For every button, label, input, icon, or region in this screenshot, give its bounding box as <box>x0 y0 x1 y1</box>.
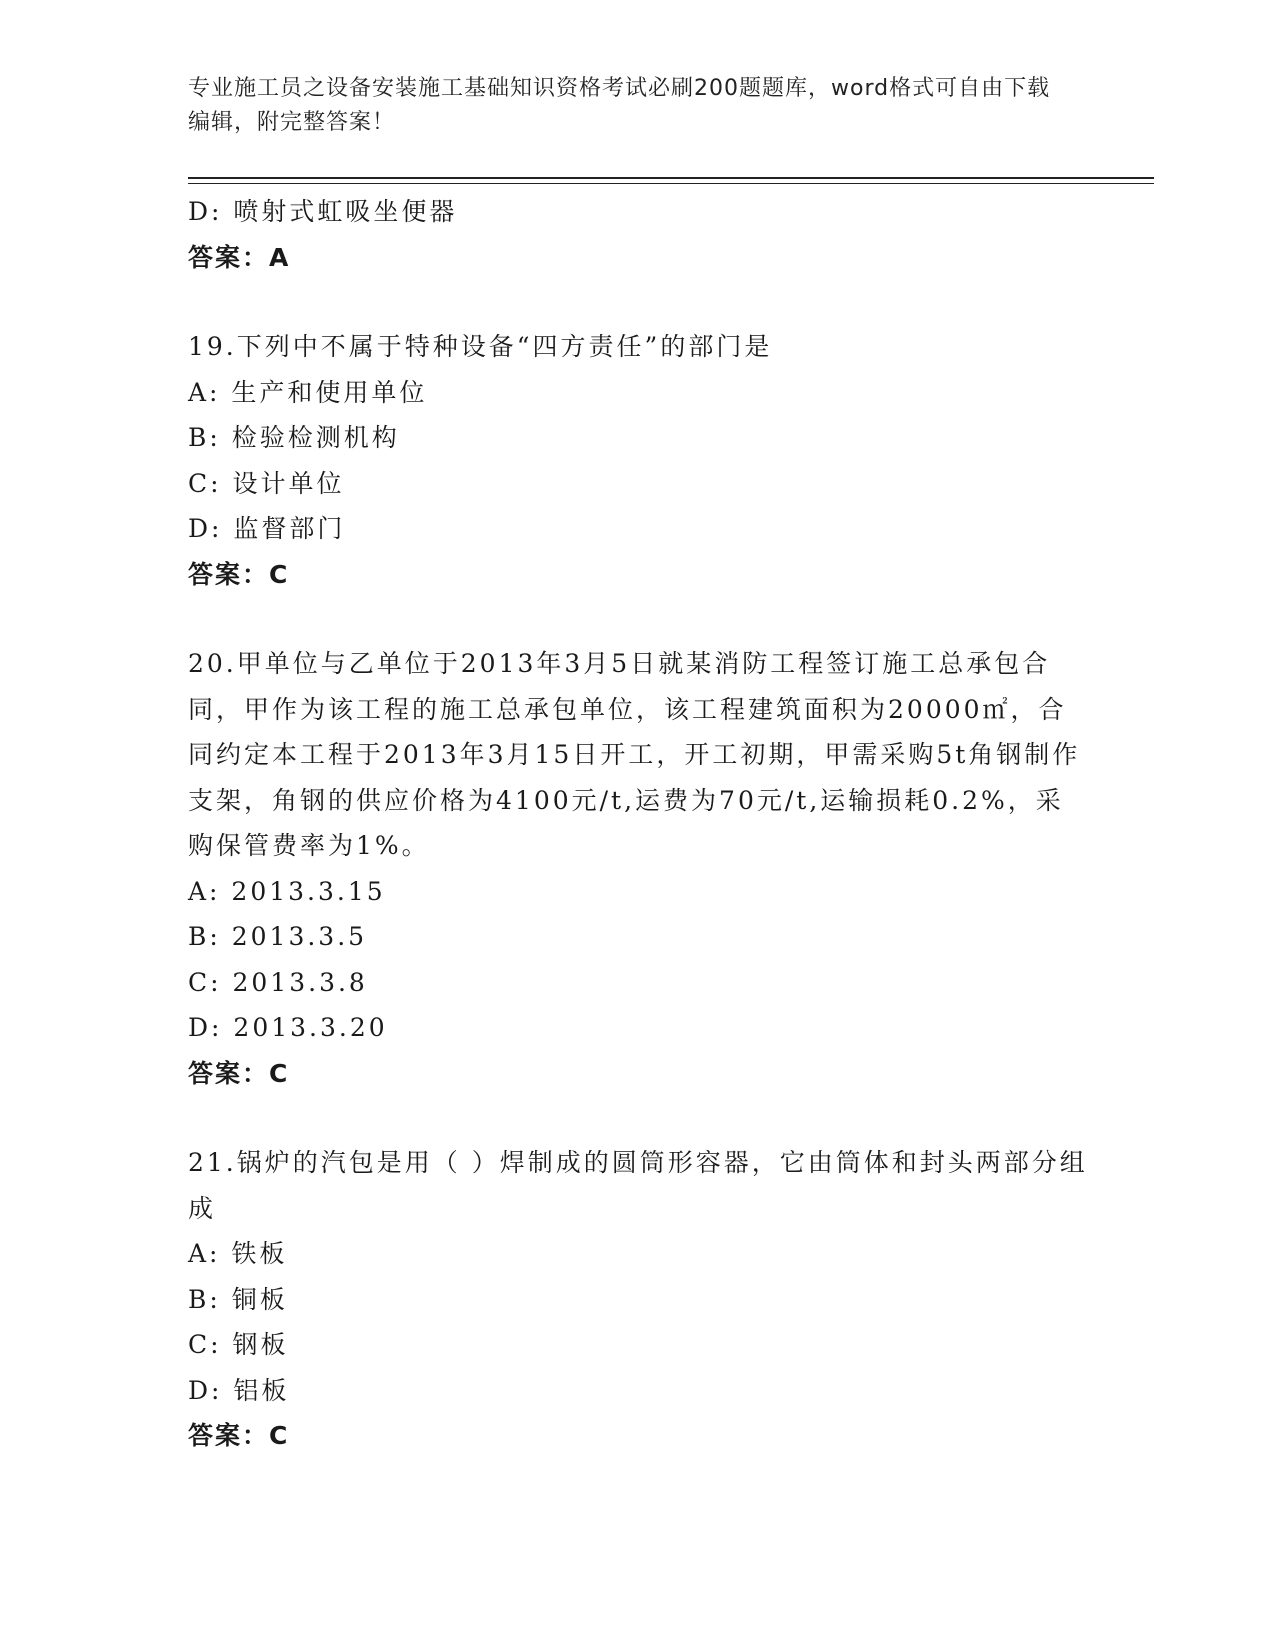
answer: 答案：C <box>188 1421 290 1450</box>
question-list <box>188 189 1088 1459</box>
answer: 答案：C <box>188 1058 290 1088</box>
page-header: 专业施工员之设备安装施工基础知识资格考试必刷200题题库，word格式可自由下载编辑，附完整答案！ <box>188 76 1051 135</box>
option-c: C: 钢板 <box>188 1330 289 1359</box>
option-b: B: 2013.3.5 <box>188 922 368 951</box>
option-c: C: 设计单位 <box>188 468 345 498</box>
option-a: A: 2013.3.15 <box>188 876 386 906</box>
spacer <box>188 280 1088 324</box>
option-a: A: 生产和使用单位 <box>188 377 428 407</box>
option-d: D: 2013.3.20 <box>188 1013 388 1042</box>
option-b: B: 检验检测机构 <box>188 423 400 452</box>
header-divider-thin <box>188 183 1154 184</box>
option-a: A: 铁板 <box>188 1239 288 1268</box>
question-21 <box>188 1140 1088 1459</box>
option-c: C: 2013.3.8 <box>188 967 368 997</box>
question-text: 21.锅炉的汽包是用（ ）焊制成的圆筒形容器，它由筒体和封头两部分组成 <box>188 1148 1088 1223</box>
question-text: 19.下列中不属于特种设备“四方责任”的部门是 <box>188 332 773 361</box>
question-19 <box>188 324 1088 597</box>
answer: 答案：C <box>188 559 290 589</box>
question-text: 20.甲单位与乙单位于2013年3月5日就某消防工程签订施工总承包合同，甲作为该工程的施工总承包单位，该工程建筑面积为20000㎡，合同约定本工程于2013年3月15日开工，开工初期，甲需采购5t角钢制作支架，角钢的供应价格为4100元/t,运费为70元/t,运输损耗0.2%，采购保管费率为1%。 <box>188 649 1081 860</box>
option-b: B: 铜板 <box>188 1284 288 1314</box>
header-divider-thick <box>188 177 1154 179</box>
spacer <box>188 597 1088 641</box>
option-d: D: 监督部门 <box>188 514 346 543</box>
prev-option-d: D: 喷射式虹吸坐便器 <box>188 197 458 226</box>
option-d: D: 铝板 <box>188 1375 290 1405</box>
prev-answer: 答案：A <box>188 242 291 272</box>
question-20 <box>188 641 1088 1096</box>
spacer <box>188 1096 1088 1140</box>
